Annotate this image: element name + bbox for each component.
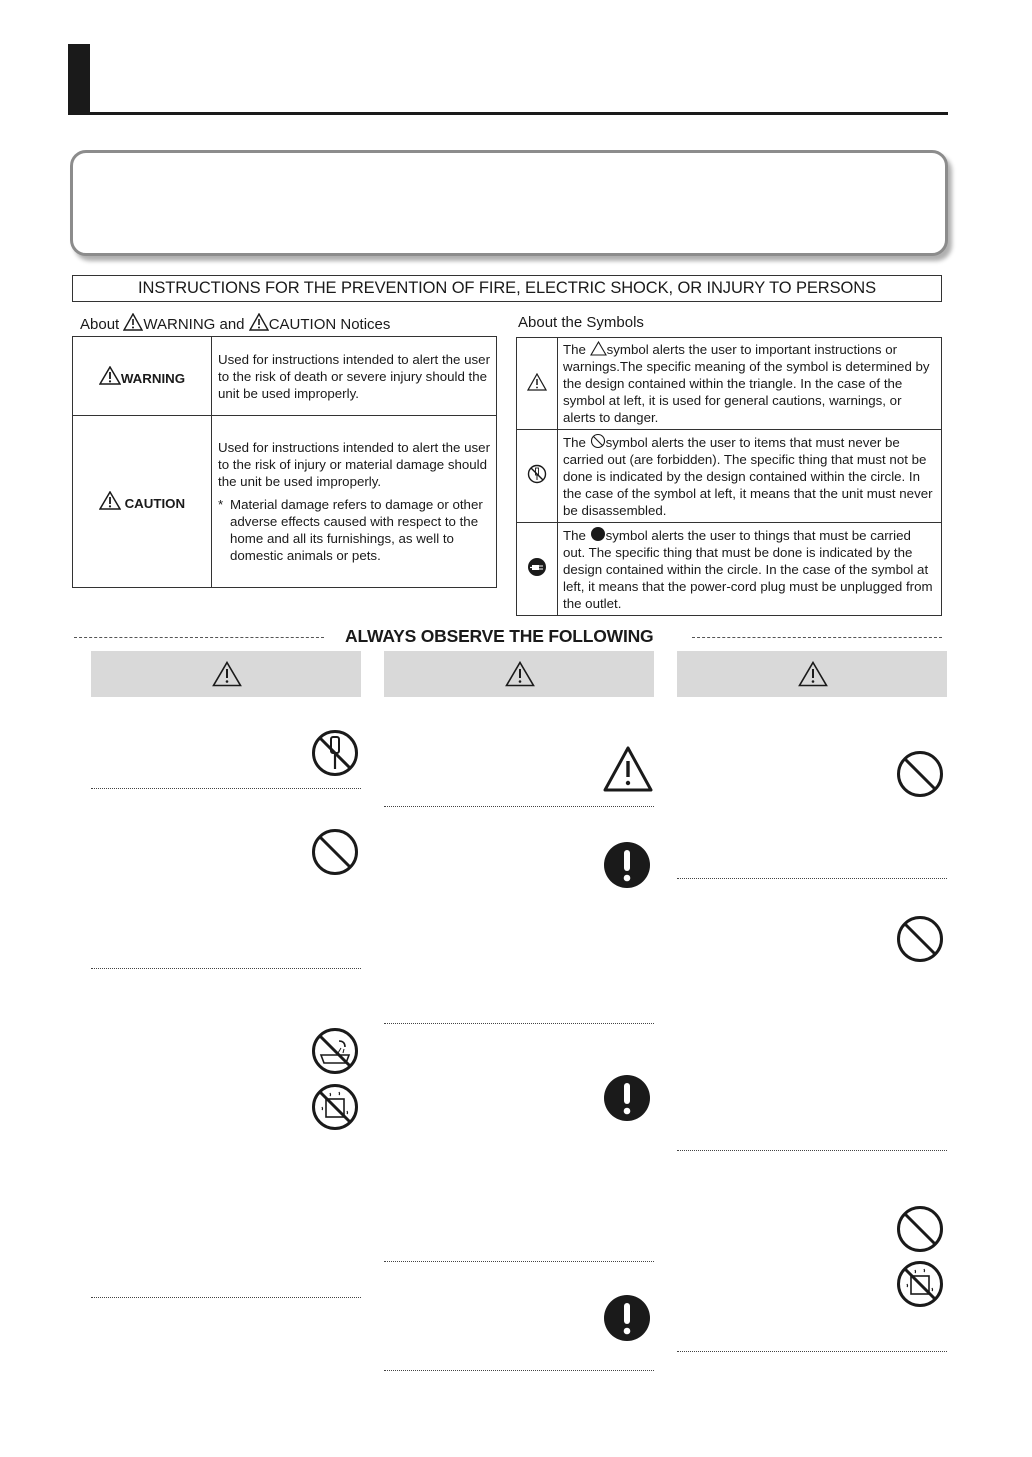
notices-heading-about: About <box>80 316 120 333</box>
do-not-disassemble-icon <box>527 464 547 484</box>
circle-pre: The <box>563 435 586 450</box>
divider <box>384 1261 654 1262</box>
caution-label: CAUTION <box>124 496 186 511</box>
notices-table <box>72 336 497 588</box>
mandatory-action-icon <box>603 1074 651 1122</box>
dashed-rule-right <box>692 637 942 638</box>
prohibition-outline-icon <box>590 433 606 449</box>
no-liquid-icon <box>896 1260 944 1308</box>
divider <box>677 878 947 879</box>
dot-text: symbol alerts the user to things that must be carried out. The specific thing that must be done is indicated by the design contained within the circle. In the case of the symbol at left, it means that the power-cord plug must be unplugged from the outlet. <box>563 528 933 611</box>
circle-symbol-cell <box>517 430 558 523</box>
divider <box>91 788 361 789</box>
chapter-marker <box>68 44 90 114</box>
circle-text: symbol alerts the user to items that must never be carried out (are forbidden). The specific thing that must not be done is indicated by the design contained within the circle. In the case of the symbol at left, it means that the unit must never be disassembled. <box>563 435 933 518</box>
caution-label-cell <box>73 416 212 588</box>
triangle-text: symbol alerts the user to important instructions or warnings.The specific meaning of the symbol is determined by the design contained within the triangle. In the case of the symbol at left, it is used for general cautions, warnings, or alerts to danger. <box>563 342 930 425</box>
caution-triangle-icon <box>99 491 121 510</box>
title-banner <box>70 150 948 256</box>
divider <box>91 1297 361 1298</box>
divider <box>677 1351 947 1352</box>
warning-label-cell <box>73 337 212 416</box>
symbols-table <box>516 337 942 616</box>
warning-triangle-icon <box>505 661 535 687</box>
warning-triangle-icon <box>212 661 242 687</box>
dashed-rule-left <box>74 637 324 638</box>
circle-symbol-description <box>558 430 942 523</box>
no-liquid-icon <box>311 1083 359 1131</box>
triangle-pre: The <box>563 342 586 357</box>
warning-triangle-icon <box>527 373 547 391</box>
triangle-symbol-description <box>558 338 942 430</box>
prohibition-icon <box>896 915 944 963</box>
column-header-warning-3 <box>677 651 947 697</box>
warning-triangle-icon <box>798 661 828 687</box>
unplug-icon <box>527 557 547 577</box>
no-bath-shower-icon <box>311 1027 359 1075</box>
notices-heading-warning: WARNING and <box>143 316 245 333</box>
dot-symbol-cell <box>517 523 558 616</box>
symbols-heading: About the Symbols <box>518 314 644 331</box>
caution-description-cell <box>212 416 497 588</box>
header-rule <box>68 112 948 115</box>
instructions-title: INSTRUCTIONS FOR THE PREVENTION OF FIRE, ELECTRIC SHOCK, OR INJURY TO PERSONS <box>72 275 942 302</box>
caution-note-text: Material damage refers to damage or other adverse effects caused with respect to the home and all its furnishings, as well to domestic animals or pets. <box>230 497 483 563</box>
prohibition-icon <box>311 828 359 876</box>
divider <box>91 968 361 969</box>
mandatory-action-icon <box>603 841 651 889</box>
notices-heading-caution: CAUTION Notices <box>268 316 391 333</box>
caution-triangle-icon <box>249 313 269 331</box>
divider <box>384 1023 654 1024</box>
mandatory-action-icon <box>603 1294 651 1342</box>
divider <box>677 1150 947 1151</box>
triangle-symbol-cell <box>517 338 558 430</box>
always-observe-heading: ALWAYS OBSERVE THE FOLLOWING <box>345 626 654 646</box>
caution-note-star: * <box>218 497 224 512</box>
divider <box>384 1370 654 1371</box>
caution-description: Used for instructions intended to alert the user to the risk of injury or material damage should the unit be used improperly. <box>218 440 490 489</box>
warning-label: WARNING <box>120 370 186 386</box>
caution-triangle-icon <box>602 745 654 793</box>
notices-heading <box>80 313 390 333</box>
triangle-outline-icon <box>590 341 607 356</box>
divider <box>384 806 654 807</box>
caution-note <box>218 496 490 564</box>
dot-pre: The <box>563 528 586 543</box>
column-header-warning-2 <box>384 651 654 697</box>
warning-triangle-icon <box>99 366 121 385</box>
prohibition-icon <box>896 750 944 798</box>
warning-triangle-icon <box>123 313 143 331</box>
warning-description: Used for instructions intended to alert the user to the risk of death or severe injury should the unit be used improperly. <box>212 337 497 416</box>
do-not-disassemble-icon <box>311 729 359 777</box>
filled-circle-icon <box>590 526 606 542</box>
dot-symbol-description <box>558 523 942 616</box>
prohibition-icon <box>896 1205 944 1253</box>
column-header-warning-1 <box>91 651 361 697</box>
